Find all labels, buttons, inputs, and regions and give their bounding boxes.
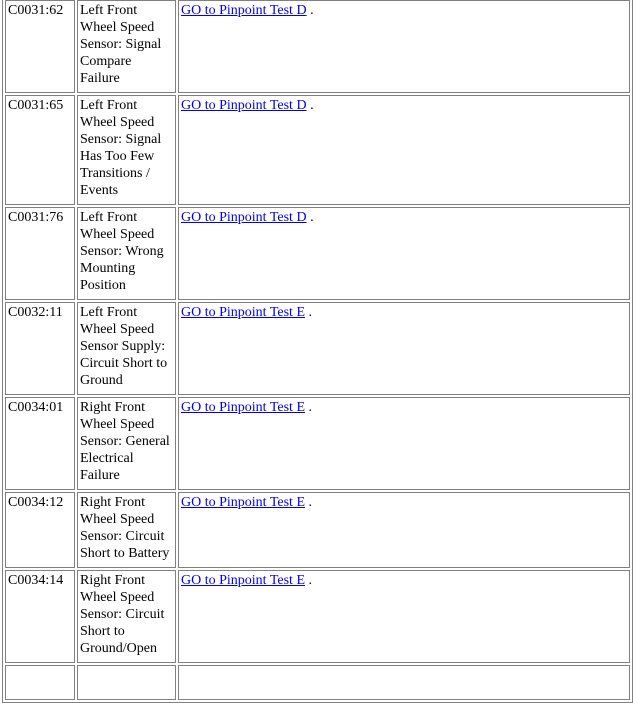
action-suffix: . [306, 98, 314, 113]
action-cell [178, 95, 630, 205]
action-cell [178, 665, 630, 700]
dtc-description-cell: Right Front Wheel Speed Sensor: Circuit Short to Battery [77, 492, 176, 568]
dtc-description-cell: Right Front Wheel Speed Sensor: Circuit Short to Ground/Open [77, 570, 176, 663]
dtc-code-cell: C0034:12 [5, 492, 75, 568]
pinpoint-test-link[interactable]: GO to Pinpoint Test D [181, 210, 307, 225]
pinpoint-test-link[interactable]: GO to Pinpoint Test D [181, 98, 307, 113]
action-suffix: . [305, 305, 312, 320]
dtc-table [2, 0, 633, 703]
table-row [5, 0, 630, 93]
pinpoint-test-link[interactable]: GO to Pinpoint Test E [181, 305, 305, 320]
table-row [5, 397, 630, 490]
dtc-description-cell: Left Front Wheel Speed Sensor: Wrong Mounting Position [77, 207, 176, 300]
dtc-code-cell: C0031:62 [5, 0, 75, 93]
action-suffix: . [305, 400, 312, 415]
action-cell [178, 570, 630, 663]
dtc-code-cell [5, 665, 75, 700]
dtc-code-cell: C0034:14 [5, 570, 75, 663]
table-row [5, 570, 630, 663]
table-row [5, 95, 630, 205]
action-suffix: . [306, 3, 314, 18]
action-cell [178, 0, 630, 93]
table-row [5, 302, 630, 395]
table-row [5, 492, 630, 568]
action-cell [178, 207, 630, 300]
dtc-code-cell: C0034:01 [5, 397, 75, 490]
table-row-partial [5, 665, 630, 700]
action-cell [178, 397, 630, 490]
action-suffix: . [305, 573, 312, 588]
action-cell [178, 302, 630, 395]
dtc-description-cell: Left Front Wheel Speed Sensor: Signal Has Too Few Transitions / Events [77, 95, 176, 205]
pinpoint-test-link[interactable]: GO to Pinpoint Test D [181, 3, 307, 18]
dtc-description-cell: Left Front Wheel Speed Sensor Supply: Circuit Short to Ground [77, 302, 176, 395]
dtc-description-cell: Right Front Wheel Speed Sensor: General Electrical Failure [77, 397, 176, 490]
action-cell [178, 492, 630, 568]
dtc-code-cell: C0031:76 [5, 207, 75, 300]
pinpoint-test-link[interactable]: GO to Pinpoint Test E [181, 400, 305, 415]
dtc-code-cell: C0032:11 [5, 302, 75, 395]
dtc-code-cell: C0031:65 [5, 95, 75, 205]
action-suffix: . [306, 210, 314, 225]
pinpoint-test-link[interactable]: GO to Pinpoint Test E [181, 495, 305, 510]
dtc-description-cell: Left Front Wheel Speed Sensor: Signal Compare Failure [77, 0, 176, 93]
dtc-description-cell [77, 665, 176, 700]
table-row [5, 207, 630, 300]
action-suffix: . [305, 495, 312, 510]
pinpoint-test-link[interactable]: GO to Pinpoint Test E [181, 573, 305, 588]
